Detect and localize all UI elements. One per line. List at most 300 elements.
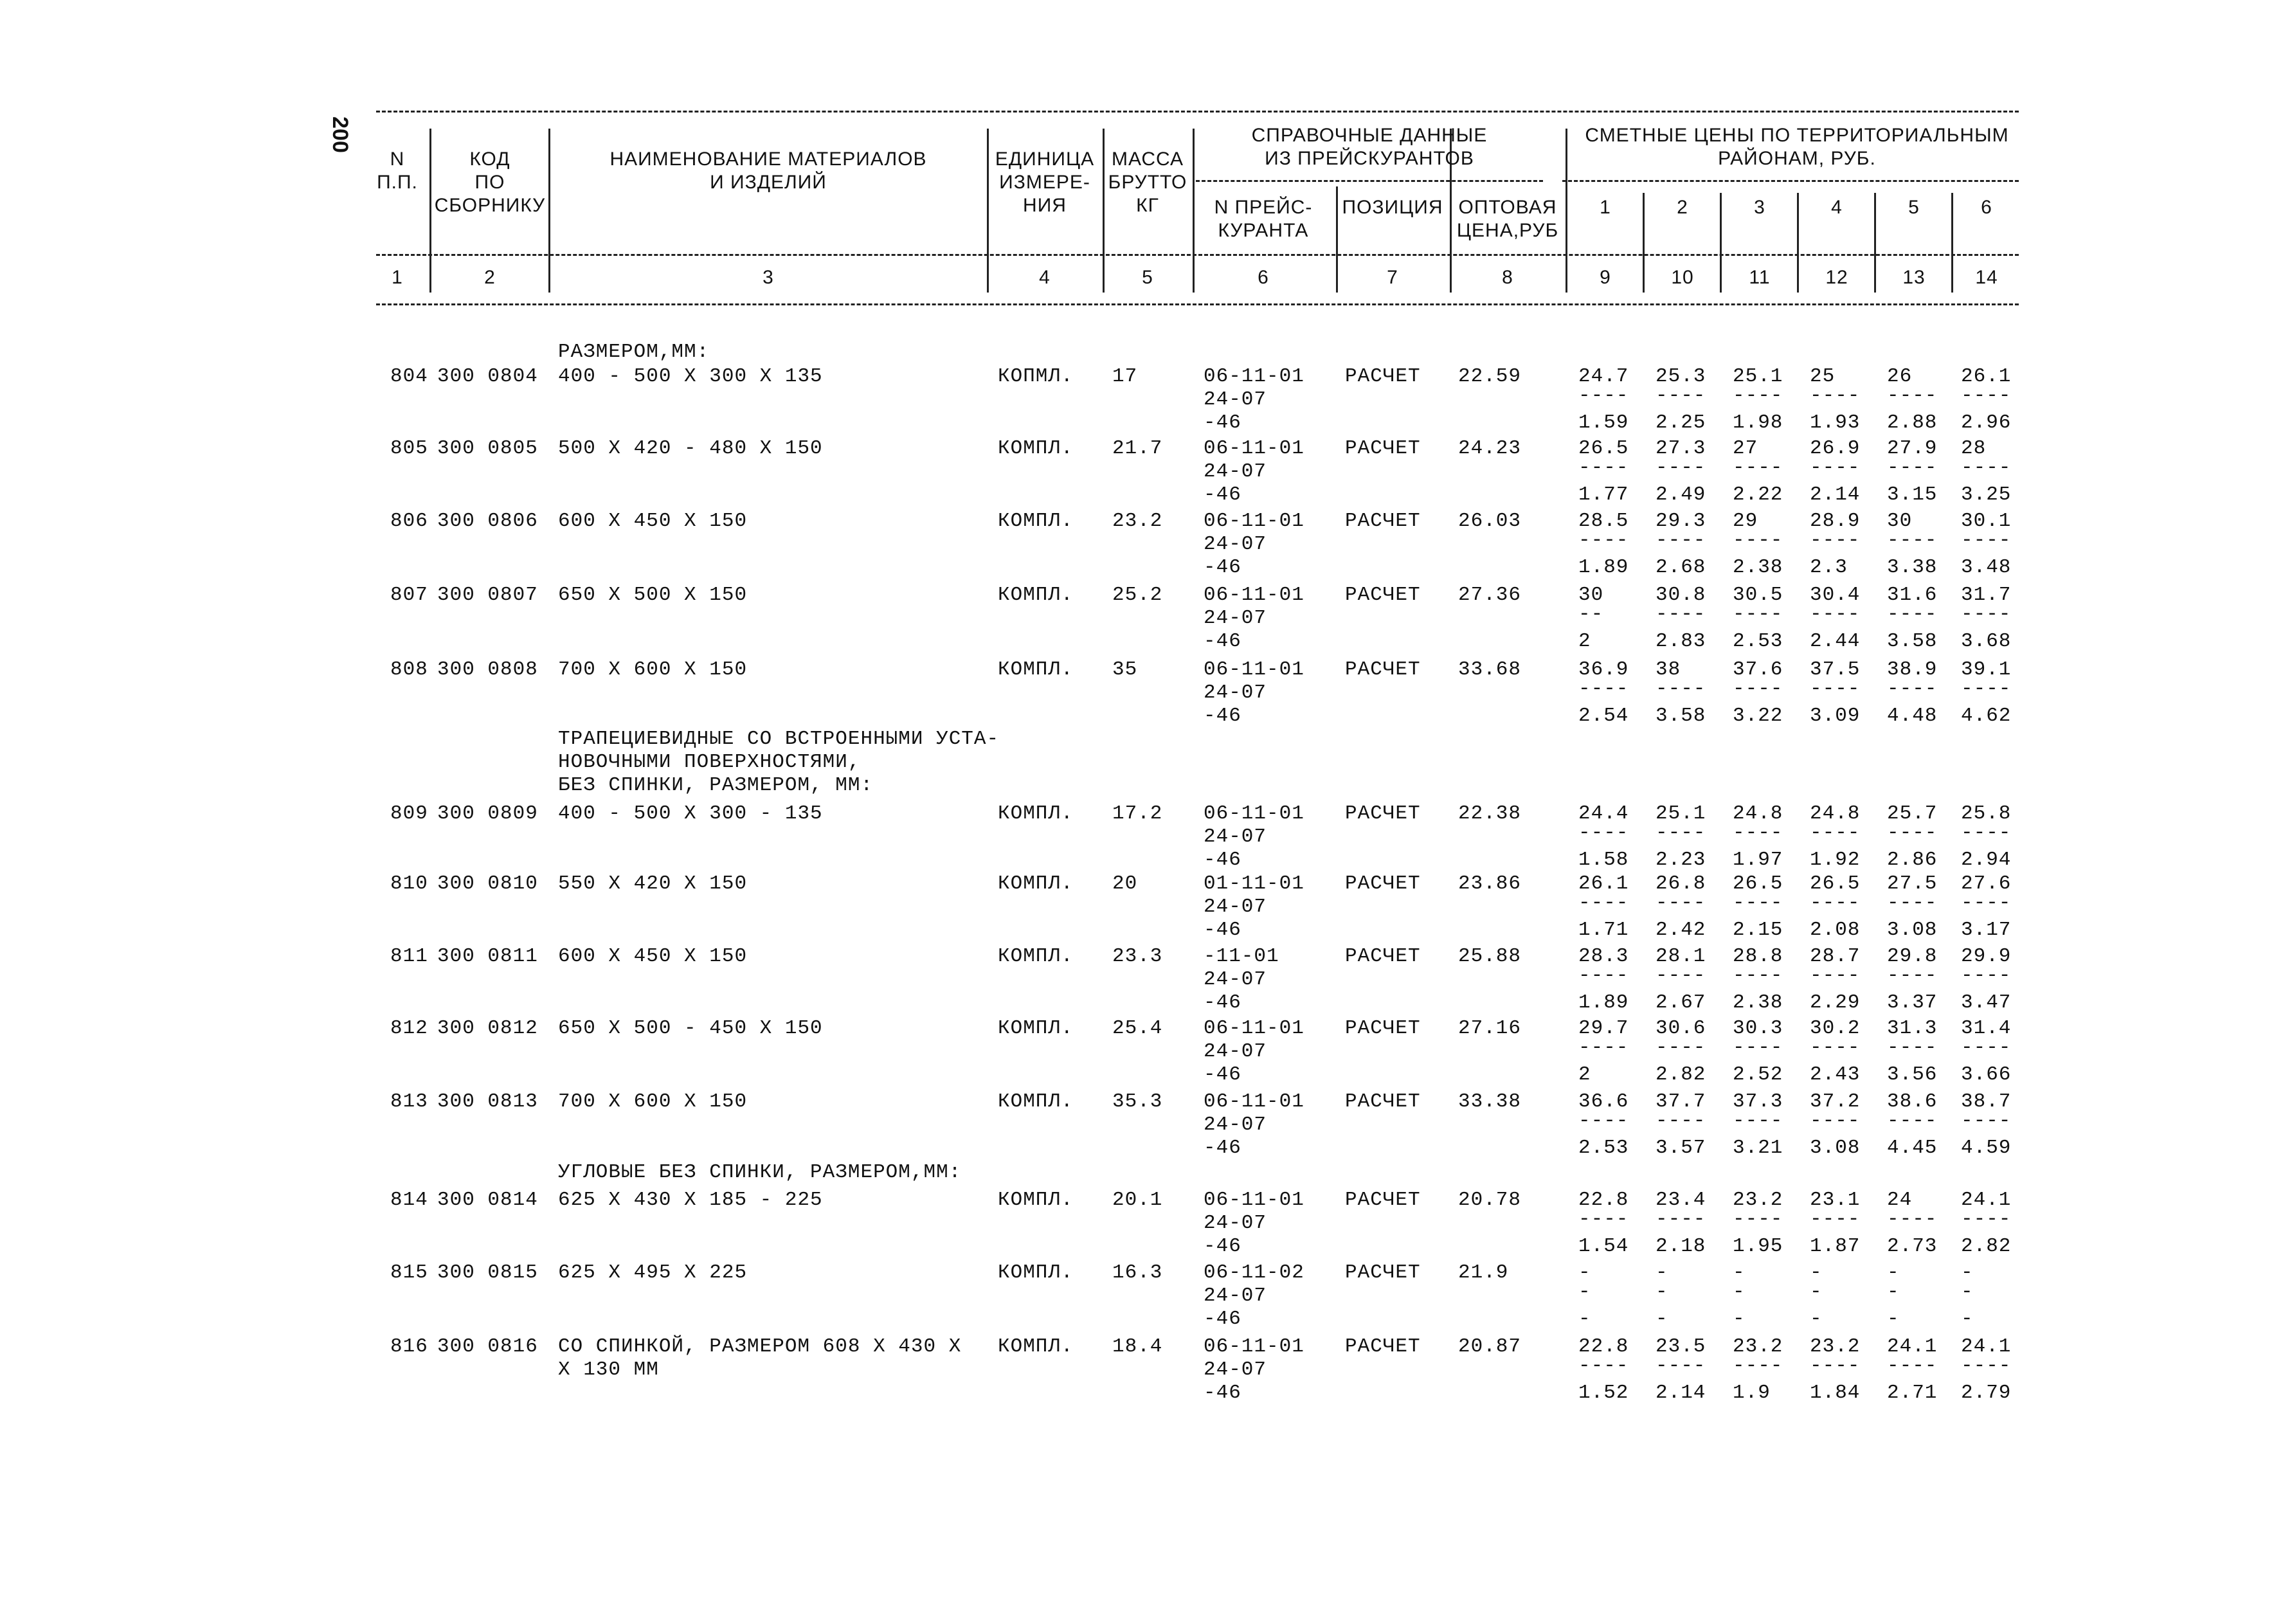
row-region-price: 39.1 (1961, 658, 2012, 681)
header-sep-6 (1336, 186, 1338, 293)
row-region-extra: 3.25 (1961, 483, 2012, 506)
row-region-price: 28 (1961, 437, 1987, 460)
row-region-price: 28.1 (1656, 945, 1706, 968)
row-region-price: 28.3 (1578, 945, 1629, 968)
row-mass: 23.2 (1112, 510, 1163, 532)
row-region-extra: 4.59 (1961, 1137, 2012, 1159)
row-region-extra: 2.29 (1810, 991, 1861, 1014)
row-region-extra: 1.54 (1578, 1235, 1629, 1258)
row-name: 650 X 500 X 150 (558, 584, 748, 606)
row-region-extra: 1.9 (1733, 1382, 1771, 1404)
header-column-number: 6 (1258, 267, 1269, 288)
row-region-divider: ---- (1961, 384, 2012, 407)
row-region-price: 25.8 (1961, 802, 2012, 825)
row-region-extra: 4.62 (1961, 705, 2012, 727)
row-name: СО СПИНКОЙ, РАЗМЕРОМ 608 X 430 X X 130 ММ (558, 1335, 962, 1381)
row-region-price: 36.6 (1578, 1090, 1629, 1113)
row-region-divider: -- (1578, 603, 1604, 626)
row-region-price: 30.2 (1810, 1017, 1861, 1040)
header-column-number: 13 (1902, 267, 1926, 288)
row-position: РАСЧЕТ (1345, 365, 1421, 388)
header-sep-r3 (1797, 193, 1799, 293)
row-region-price: 30.1 (1961, 510, 2012, 532)
row-wholesale-price: 33.38 (1458, 1090, 1522, 1113)
row-region-price: 26.9 (1810, 437, 1861, 460)
row-region-price: 28.9 (1810, 510, 1861, 532)
row-price-list: 06-11-01 24-07 -46 (1204, 802, 1304, 871)
row-region-divider: ---- (1656, 1110, 1706, 1132)
row-region-divider: ---- (1656, 603, 1706, 626)
row-position: РАСЧЕТ (1345, 872, 1421, 895)
header-sep-r1 (1643, 193, 1645, 293)
row-unit: КОПМЛ. (998, 365, 1074, 388)
row-region-divider: ---- (1887, 892, 1938, 914)
row-region-price: 26.8 (1656, 872, 1706, 895)
row-region-divider: ---- (1961, 1110, 2012, 1132)
row-position: РАСЧЕТ (1345, 1335, 1421, 1358)
row-region-price: 38.6 (1887, 1090, 1938, 1113)
row-region-price: 24.4 (1578, 802, 1629, 825)
header-column-number: 11 (1749, 267, 1771, 288)
row-price-list: 06-11-01 24-07 -46 (1204, 1090, 1304, 1159)
header-sep-r2 (1720, 193, 1722, 293)
row-region-price: 28.7 (1810, 945, 1861, 968)
row-region-price: 30.5 (1733, 584, 1783, 606)
row-name: 700 X 600 X 150 (558, 1090, 748, 1113)
header-region-number: 4 (1831, 197, 1843, 218)
row-mass: 20 (1112, 872, 1138, 895)
row-position: РАСЧЕТ (1345, 1189, 1421, 1211)
header-price-list: N ПРЕЙС- КУРАНТА (1214, 197, 1313, 241)
row-region-price: 37.2 (1810, 1090, 1861, 1113)
row-price-list: 06-11-01 24-07 -46 (1204, 1017, 1304, 1086)
row-region-price: 36.9 (1578, 658, 1629, 681)
row-mass: 16.3 (1112, 1261, 1163, 1284)
row-region-divider: ---- (1810, 603, 1861, 626)
row-region-price: 25.1 (1656, 802, 1706, 825)
row-region-divider: ---- (1733, 1208, 1783, 1231)
row-position: РАСЧЕТ (1345, 1261, 1421, 1284)
row-name: 700 X 600 X 150 (558, 658, 748, 681)
row-mass: 17 (1112, 365, 1138, 388)
row-region-price: 28.5 (1578, 510, 1629, 532)
header-wholesale: ОПТОВАЯ ЦЕНА,РУБ (1456, 197, 1559, 241)
header-mass: МАССА БРУТТО КГ (1108, 149, 1187, 216)
row-wholesale-price: 27.36 (1458, 584, 1522, 606)
header-column-number: 8 (1502, 267, 1513, 288)
row-price-list: 06-11-01 24-07 -46 (1204, 510, 1304, 579)
row-name: 400 - 500 X 300 X 135 (558, 365, 823, 388)
row-region-divider: ---- (1656, 1208, 1706, 1231)
row-region-extra: 1.93 (1810, 411, 1861, 434)
row-region-price: 24.1 (1961, 1335, 2012, 1358)
row-region-extra: 1.77 (1578, 483, 1629, 506)
row-mass: 25.2 (1112, 584, 1163, 606)
row-unit: КОМПЛ. (998, 945, 1074, 968)
row-region-divider: ---- (1733, 384, 1783, 407)
row-region-divider: - (1887, 1281, 1900, 1303)
row-unit: КОМПЛ. (998, 872, 1074, 895)
row-region-divider: ---- (1887, 384, 1938, 407)
row-name: 500 X 420 - 480 X 150 (558, 437, 823, 460)
row-number: 812 (390, 1017, 428, 1040)
row-region-divider: ---- (1578, 1355, 1629, 1377)
row-region-price: - (1578, 1261, 1591, 1284)
row-region-extra: 2.94 (1961, 849, 2012, 871)
row-code: 300 0812 (437, 1017, 538, 1040)
row-code: 300 0811 (437, 945, 538, 968)
row-code: 300 0815 (437, 1261, 538, 1284)
row-number: 813 (390, 1090, 428, 1113)
row-region-extra: 3.17 (1961, 919, 2012, 941)
row-mass: 35 (1112, 658, 1138, 681)
header-column-number: 4 (1039, 267, 1051, 288)
row-unit: КОМПЛ. (998, 1090, 1074, 1113)
section-heading: УГЛОВЫЕ БЕЗ СПИНКИ, РАЗМЕРОМ,ММ: (558, 1161, 962, 1184)
section-heading: РАЗМЕРОМ,ММ: (558, 341, 710, 363)
row-region-price: 38 (1656, 658, 1681, 681)
row-mass: 17.2 (1112, 802, 1163, 825)
row-region-extra: 2.23 (1656, 849, 1706, 871)
row-region-price: 24.1 (1887, 1335, 1938, 1358)
row-region-divider: ---- (1810, 1355, 1861, 1377)
row-region-divider: ---- (1656, 384, 1706, 407)
row-mass: 18.4 (1112, 1335, 1163, 1358)
row-unit: КОМПЛ. (998, 437, 1074, 460)
row-wholesale-price: 22.59 (1458, 365, 1522, 388)
row-number: 814 (390, 1189, 428, 1211)
row-region-extra: - (1887, 1308, 1900, 1330)
row-price-list: 06-11-02 24-07 -46 (1204, 1261, 1304, 1330)
row-region-extra: 2.18 (1656, 1235, 1706, 1258)
row-number: 807 (390, 584, 428, 606)
row-wholesale-price: 33.68 (1458, 658, 1522, 681)
row-region-divider: ---- (1656, 822, 1706, 844)
row-code: 300 0814 (437, 1189, 538, 1211)
row-region-extra: 2.25 (1656, 411, 1706, 434)
row-region-extra: 2.67 (1656, 991, 1706, 1014)
row-region-price: 37.6 (1733, 658, 1783, 681)
row-unit: КОМПЛ. (998, 1017, 1074, 1040)
row-region-divider: ---- (1656, 1036, 1706, 1059)
row-region-extra: 2.54 (1578, 705, 1629, 727)
header-mid-rule-ref (1196, 180, 1543, 182)
row-region-divider: ---- (1887, 822, 1938, 844)
row-region-divider: ---- (1961, 1036, 2012, 1059)
row-name: 600 X 450 X 150 (558, 510, 748, 532)
row-code: 300 0813 (437, 1090, 538, 1113)
row-region-extra: 3.08 (1887, 919, 1938, 941)
row-name: 600 X 450 X 150 (558, 945, 748, 968)
header-column-number: 7 (1387, 267, 1398, 288)
row-region-divider: ---- (1733, 1355, 1783, 1377)
row-region-divider: ---- (1810, 456, 1861, 479)
row-region-extra: 2.88 (1887, 411, 1938, 434)
row-region-extra: 3.68 (1961, 630, 2012, 653)
row-region-extra: 3.37 (1887, 991, 1938, 1014)
row-region-extra: 3.15 (1887, 483, 1938, 506)
row-unit: КОМПЛ. (998, 802, 1074, 825)
row-position: РАСЧЕТ (1345, 1017, 1421, 1040)
row-region-price: 30.6 (1656, 1017, 1706, 1040)
row-region-price: - (1961, 1261, 1974, 1284)
row-region-divider: ---- (1733, 892, 1783, 914)
row-position: РАСЧЕТ (1345, 945, 1421, 968)
row-number: 806 (390, 510, 428, 532)
row-region-extra: 3.21 (1733, 1137, 1783, 1159)
row-region-price: 25.7 (1887, 802, 1938, 825)
header-column-number: 14 (1975, 267, 1998, 288)
row-region-extra: 3.58 (1887, 630, 1938, 653)
row-region-extra: 1.92 (1810, 849, 1861, 871)
row-region-extra: - (1656, 1308, 1668, 1330)
row-wholesale-price: 21.9 (1458, 1261, 1509, 1284)
row-number: 815 (390, 1261, 428, 1284)
header-sep-4 (1103, 129, 1105, 293)
row-number: 810 (390, 872, 428, 895)
row-region-price: 23.1 (1810, 1189, 1861, 1211)
row-number: 808 (390, 658, 428, 681)
row-code: 300 0806 (437, 510, 538, 532)
row-name: 400 - 500 X 300 - 135 (558, 802, 823, 825)
row-region-extra: 2.42 (1656, 919, 1706, 941)
row-region-price: 38.7 (1961, 1090, 2012, 1113)
row-region-divider: ---- (1733, 964, 1783, 987)
row-region-price: 27.9 (1887, 437, 1938, 460)
row-wholesale-price: 26.03 (1458, 510, 1522, 532)
row-wholesale-price: 24.23 (1458, 437, 1522, 460)
row-wholesale-price: 25.88 (1458, 945, 1522, 968)
row-region-price: 22.8 (1578, 1189, 1629, 1211)
row-name: 625 X 495 X 225 (558, 1261, 748, 1284)
row-region-divider: ---- (1887, 456, 1938, 479)
row-region-divider: ---- (1810, 1208, 1861, 1231)
row-region-extra: 2.96 (1961, 411, 2012, 434)
header-region-number: 6 (1981, 197, 1992, 218)
row-region-extra: 1.87 (1810, 1235, 1861, 1258)
row-region-divider: ---- (1656, 456, 1706, 479)
row-unit: КОМПЛ. (998, 1335, 1074, 1358)
header-bottom-rule (376, 254, 2019, 256)
row-region-divider: ---- (1961, 822, 2012, 844)
row-region-extra: 1.58 (1578, 849, 1629, 871)
row-region-divider: - (1656, 1281, 1668, 1303)
row-region-divider: ---- (1810, 1036, 1861, 1059)
header-unit: ЕДИНИЦА ИЗМЕРЕ- НИЯ (995, 149, 1095, 216)
header-position: ПОЗИЦИЯ (1342, 197, 1443, 218)
row-region-divider: ---- (1578, 1036, 1629, 1059)
row-region-price: 30.3 (1733, 1017, 1783, 1040)
row-region-divider: ---- (1656, 1355, 1706, 1377)
row-region-extra: 1.71 (1578, 919, 1629, 941)
row-region-extra: 3.57 (1656, 1137, 1706, 1159)
row-region-extra: 1.89 (1578, 991, 1629, 1014)
row-region-divider: - (1810, 1281, 1823, 1303)
row-region-price: 27.6 (1961, 872, 2012, 895)
row-region-price: 29 (1733, 510, 1758, 532)
row-code: 300 0816 (437, 1335, 538, 1358)
row-region-price: 25.1 (1733, 365, 1783, 388)
row-region-divider: ---- (1887, 529, 1938, 552)
row-region-price: 29.9 (1961, 945, 2012, 968)
row-region-extra: - (1810, 1308, 1823, 1330)
row-region-divider: ---- (1961, 964, 2012, 987)
row-region-price: 25 (1810, 365, 1836, 388)
row-region-divider: ---- (1810, 529, 1861, 552)
row-region-divider: ---- (1578, 1208, 1629, 1231)
header-sep-5 (1193, 129, 1195, 293)
header-column-number: 3 (763, 267, 774, 288)
row-region-extra: 3.66 (1961, 1063, 2012, 1086)
row-position: РАСЧЕТ (1345, 1090, 1421, 1113)
row-region-divider: ---- (1961, 1355, 2012, 1377)
row-region-extra: 3.56 (1887, 1063, 1938, 1086)
row-region-extra: 1.59 (1578, 411, 1629, 434)
row-region-price: 24 (1887, 1189, 1913, 1211)
row-region-price: 27.5 (1887, 872, 1938, 895)
row-code: 300 0809 (437, 802, 538, 825)
row-region-price: 29.3 (1656, 510, 1706, 532)
row-region-price: 37.5 (1810, 658, 1861, 681)
row-region-extra: 2.43 (1810, 1063, 1861, 1086)
row-price-list: 01-11-01 24-07 -46 (1204, 872, 1304, 941)
row-mass: 35.3 (1112, 1090, 1163, 1113)
row-region-extra: 2.68 (1656, 556, 1706, 579)
row-region-divider: ---- (1887, 1036, 1938, 1059)
row-region-extra: 2.38 (1733, 991, 1783, 1014)
row-price-list: 06-11-01 24-07 -46 (1204, 1189, 1304, 1258)
header-sep-r4 (1874, 193, 1876, 293)
row-wholesale-price: 27.16 (1458, 1017, 1522, 1040)
header-column-number: 10 (1671, 267, 1694, 288)
row-region-divider: ---- (1810, 822, 1861, 844)
header-column-number: 1 (392, 267, 403, 288)
row-region-extra: - (1578, 1308, 1591, 1330)
row-mass: 21.7 (1112, 437, 1163, 460)
row-region-divider: ---- (1656, 964, 1706, 987)
row-region-price: 31.7 (1961, 584, 2012, 606)
row-region-price: - (1733, 1261, 1746, 1284)
row-region-divider: - (1961, 1281, 1974, 1303)
row-region-extra: 3.47 (1961, 991, 2012, 1014)
row-region-extra: 4.48 (1887, 705, 1938, 727)
row-region-divider: ---- (1733, 529, 1783, 552)
row-region-price: 30.8 (1656, 584, 1706, 606)
row-region-price: 23.5 (1656, 1335, 1706, 1358)
section-heading: ТРАПЕЦИЕВИДНЫЕ СО ВСТРОЕННЫМИ УСТА- НОВОЧНЫМИ ПОВЕРХНОСТЯМИ, БЕЗ СПИНКИ, РАЗМЕРОМ, ММ: (558, 728, 1000, 797)
header-region-number: 5 (1908, 197, 1920, 218)
row-unit: КОМПЛ. (998, 1189, 1074, 1211)
row-region-price: 23.2 (1733, 1189, 1783, 1211)
header-sep-2 (548, 129, 550, 293)
header-mid-rule-regions (1562, 180, 2019, 182)
row-region-extra: 2.82 (1656, 1063, 1706, 1086)
row-region-divider: ---- (1961, 529, 2012, 552)
row-price-list: 06-11-01 24-07 -46 (1204, 437, 1304, 506)
row-region-extra: - (1733, 1308, 1746, 1330)
row-region-price: 27 (1733, 437, 1758, 460)
row-region-divider: ---- (1578, 678, 1629, 700)
row-region-extra: 2.49 (1656, 483, 1706, 506)
row-region-extra: 1.89 (1578, 556, 1629, 579)
row-code: 300 0807 (437, 584, 538, 606)
header-end-rule (376, 303, 2019, 305)
header-column-number: 12 (1825, 267, 1848, 288)
row-region-price: 31.3 (1887, 1017, 1938, 1040)
header-region-number: 1 (1600, 197, 1611, 218)
row-region-price: 26.5 (1810, 872, 1861, 895)
row-region-extra: 2.14 (1810, 483, 1861, 506)
row-region-extra: 1.52 (1578, 1382, 1629, 1404)
row-region-price: 26.1 (1961, 365, 2012, 388)
row-region-price: 23.4 (1656, 1189, 1706, 1211)
row-region-divider: ---- (1733, 1036, 1783, 1059)
row-number: 811 (390, 945, 428, 968)
row-region-divider: ---- (1656, 892, 1706, 914)
row-region-extra: 1.95 (1733, 1235, 1783, 1258)
header-region-number: 3 (1754, 197, 1765, 218)
row-region-price: - (1810, 1261, 1823, 1284)
row-region-divider: ---- (1887, 1208, 1938, 1231)
header-sep-1 (429, 129, 431, 293)
header-sep-8 (1566, 129, 1567, 293)
row-region-price: 30.4 (1810, 584, 1861, 606)
header-sep-3 (987, 129, 989, 293)
row-region-extra: 3.08 (1810, 1137, 1861, 1159)
row-region-divider: ---- (1578, 529, 1629, 552)
row-region-extra: 3.22 (1733, 705, 1783, 727)
row-region-price: 37.7 (1656, 1090, 1706, 1113)
row-code: 300 0810 (437, 872, 538, 895)
header-ref-group: СПРАВОЧНЫЕ ДАННЫЕ ИЗ ПРЕЙСКУРАНТОВ (1251, 125, 1488, 169)
row-position: РАСЧЕТ (1345, 802, 1421, 825)
row-region-extra: 2.73 (1887, 1235, 1938, 1258)
row-region-divider: ---- (1656, 529, 1706, 552)
row-price-list: 06-11-01 24-07 -46 (1204, 1335, 1304, 1404)
row-code: 300 0805 (437, 437, 538, 460)
row-region-extra: 2.38 (1733, 556, 1783, 579)
row-region-divider: ---- (1961, 603, 2012, 626)
row-price-list: 06-11-01 24-07 -46 (1204, 584, 1304, 653)
row-unit: КОМПЛ. (998, 510, 1074, 532)
row-region-extra: 2.52 (1733, 1063, 1783, 1086)
row-region-divider: ---- (1733, 822, 1783, 844)
row-region-price: 22.8 (1578, 1335, 1629, 1358)
row-region-divider: ---- (1887, 1355, 1938, 1377)
row-region-price: 24.8 (1810, 802, 1861, 825)
row-region-price: 29.8 (1887, 945, 1938, 968)
row-region-divider: ---- (1578, 822, 1629, 844)
row-region-price: 27.3 (1656, 437, 1706, 460)
row-region-extra: 2 (1578, 630, 1591, 653)
row-region-extra: 2.53 (1733, 630, 1783, 653)
row-mass: 23.3 (1112, 945, 1163, 968)
row-region-divider: ---- (1961, 892, 2012, 914)
row-region-divider: - (1578, 1281, 1591, 1303)
row-region-extra: 2 (1578, 1063, 1591, 1086)
row-region-extra: 2.3 (1810, 556, 1848, 579)
row-region-price: - (1887, 1261, 1900, 1284)
header-region-number: 2 (1677, 197, 1688, 218)
header-sep-r5 (1951, 193, 1953, 293)
row-region-extra: 3.09 (1810, 705, 1861, 727)
row-region-extra: 2.86 (1887, 849, 1938, 871)
row-position: РАСЧЕТ (1345, 510, 1421, 532)
row-code: 300 0808 (437, 658, 538, 681)
row-region-extra: 1.98 (1733, 411, 1783, 434)
row-region-divider: ---- (1961, 1208, 2012, 1231)
row-number: 804 (390, 365, 428, 388)
